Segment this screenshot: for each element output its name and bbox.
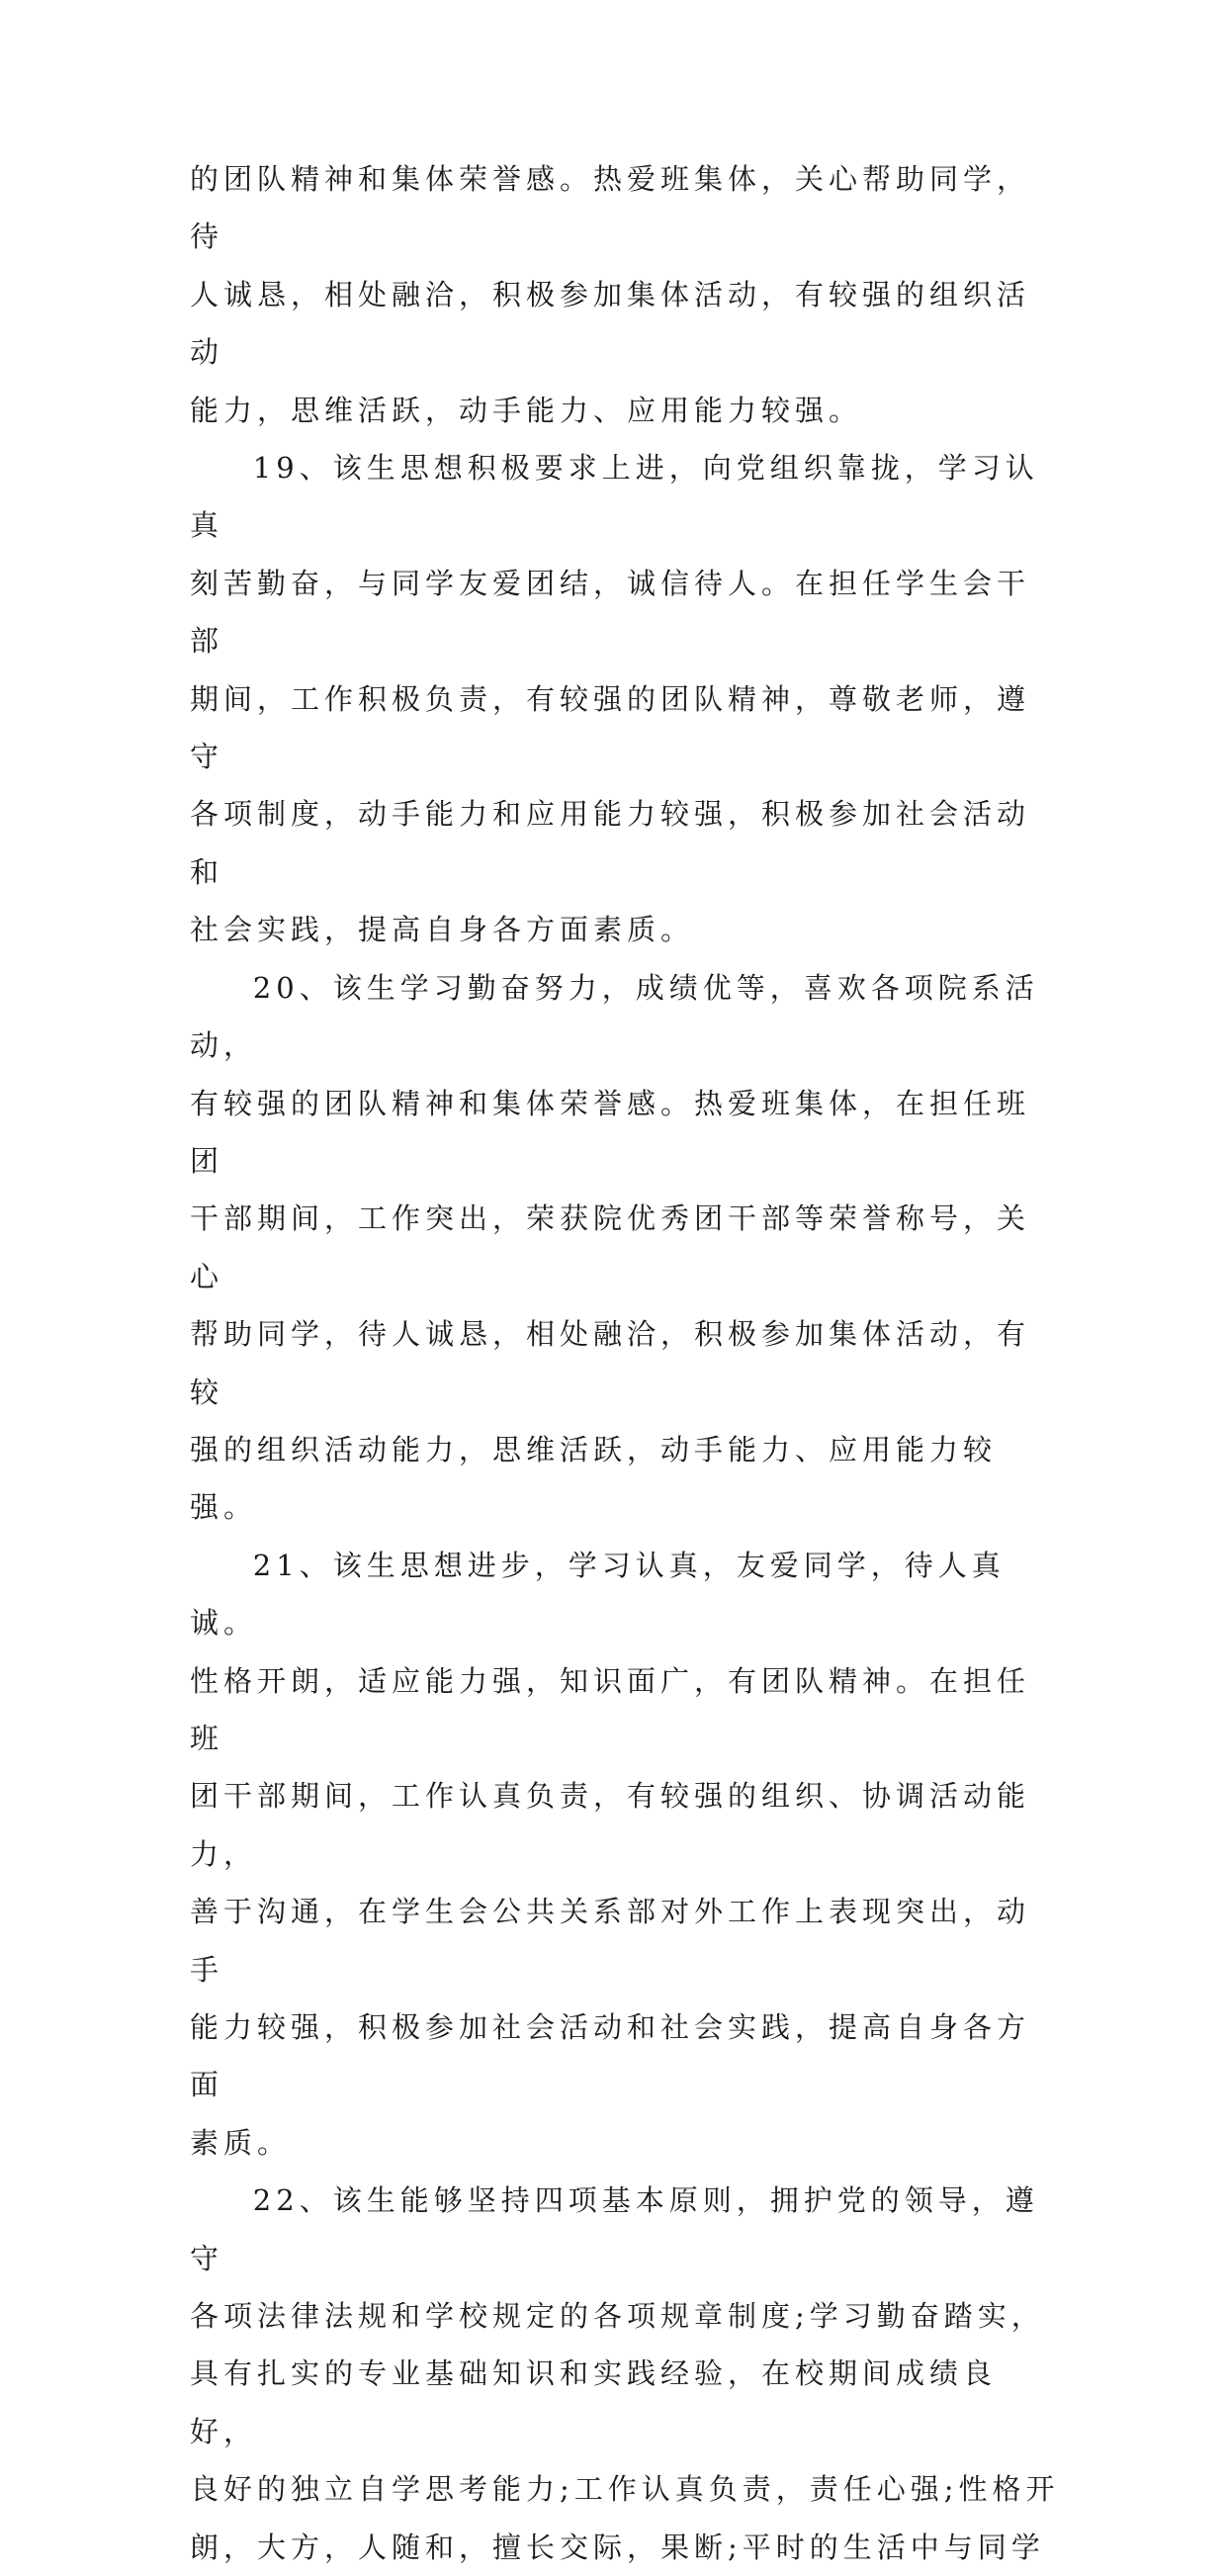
paragraph-item-22: 22、该生能够坚持四项基本原则，拥护党的领导，遵守 各项法律法规和学校规定的各项规章制度;学习勤奋踏实， 具有扎实的专业基础知识和实践经验，在校期间成绩良好， 良好的独立自学思考能力;工作认真负责，责任心强;性格开 朗，大方，人随和，擅长交际，果断;平时的生活中与同学 bbox=[190, 2183, 1060, 2564]
paragraph-item-20: 20、该生学习勤奋努力，成绩优等，喜欢各项院系活动， 有较强的团队精神和集体荣誉感。热爱班集体，在担任班团 干部期间，工作突出，荣获院优秀团干部等荣誉称号，关心 帮助同学，待人诚恳，相处融洽，积极参加集体活动，有较 强的组织活动能力，思维活跃，动手能力、应用能力较强。 bbox=[190, 970, 1039, 1525]
paragraph-item-19: 19、该生思想积极要求上进，向党组织靠拢，学习认真 刻苦勤奋，与同学友爱团结，诚信待人。在担任学生会干部 期间，工作积极负责，有较强的团队精神，尊敬老师，遵守 各项制度，动手能力和应用能力较强，积极参加社会活动和 社会实践，提高自身各方面素质。 bbox=[190, 451, 1039, 947]
document-body bbox=[190, 150, 1060, 2576]
paragraph-continuation: 的团队精神和集体荣誉感。热爱班集体，关心帮助同学，待 人诚恳，相处融洽，积极参加集体活动，有较强的组织活动 能力，思维活跃，动手能力、应用能力较强。 bbox=[190, 162, 1031, 427]
paragraph-item-21: 21、该生思想进步，学习认真，友爱同学，待人真诚。 性格开朗，适应能力强，知识面广，有团队精神。在担任班 团干部期间，工作认真负责，有较强的组织、协调活动能力， 善于沟通，在学生会公共关系部对外工作上表现突出，动手 能力较强，积极参加社会活动和社会实践，提高自身各方面 素质。 bbox=[190, 1548, 1031, 2160]
